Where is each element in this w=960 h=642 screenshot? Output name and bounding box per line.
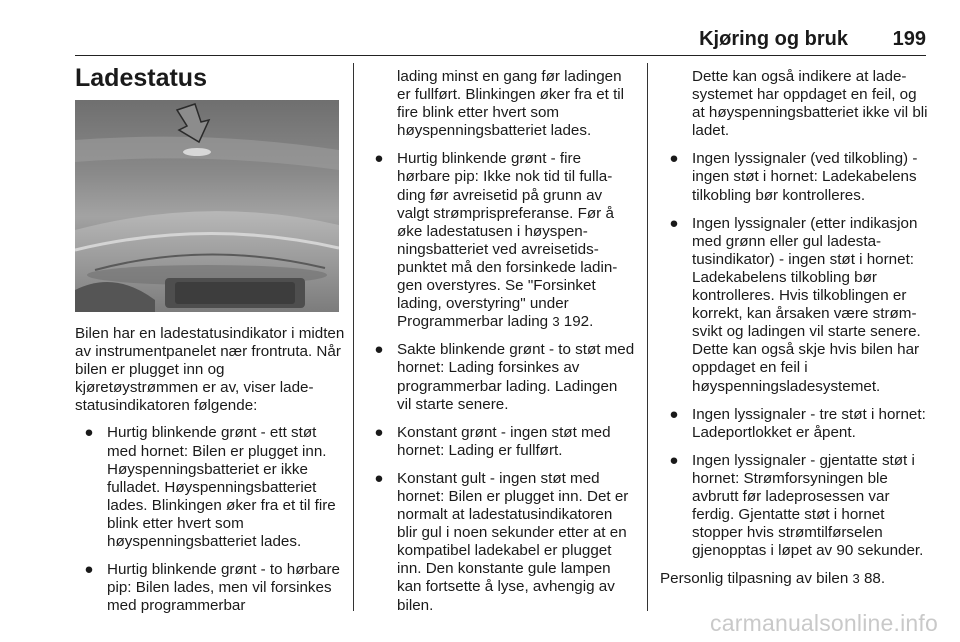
header-rule (75, 55, 926, 56)
page-ref-link[interactable]: 88. (859, 570, 886, 588)
bullet-icon: ● (669, 405, 679, 423)
page-ref-arrow-icon: 3 (852, 571, 860, 587)
list-item: ● Ingen lyssignaler - gjentatte støt i hornet: Strømforsyningen ble avbrutt før ladeprosessen var ferdig. Gjentatte støt i hornet stopper hvis strømtilførselen gjenopptas i løpet av 90 sekunder. (660, 452, 930, 561)
bullet-icon: ● (669, 214, 679, 232)
chapter-title: Kjøring og bruk (699, 28, 848, 50)
column-2 (365, 68, 635, 625)
list-item: ● Sakte blinkende grønt - to støt med hornet: Lading forsinkes av programmerbar lading. Ladingen vil starte senere. (365, 341, 635, 413)
dashboard-photo (75, 100, 339, 312)
bullet-icon: ● (374, 423, 384, 441)
running-header (0, 27, 960, 51)
list-item: ● Konstant gult - ingen støt med hornet: Bilen er plugget inn. Det er normalt at ladestatusindikatoren blir gul i noen sekunder etter at en kompatibel ladekabel er plugget inn. Den konstante gule lampen kan fortsette å lyse, avhengig av bilen. (365, 470, 635, 615)
bullet-icon: ● (374, 341, 384, 359)
list-item: ● Hurtig blinkende grønt - ett støt med hornet: Bilen er plugget inn. Høyspenningsbatteriet er ikke fulladet. Høyspenningsbatteriet lades. Blinkingen øker fra et til fire blink etter hvert som høyspenningsbatteriet lades. (75, 424, 345, 551)
page-number: 199 (892, 28, 926, 50)
column-3 (660, 68, 930, 588)
section-title: Ladestatus (75, 64, 207, 92)
continuation-paragraph: lading minst en gang før ladingen er fullført. Blinkingen øker fra et til fire blink etter hvert som høyspenningsbatteriet lades. (397, 68, 625, 140)
list-item: ● Hurtig blinkende grønt - to hørbare pip: Bilen lades, men vil forsinkes med programmerbar (75, 561, 345, 615)
bullet-list-2 (365, 150, 635, 614)
bullet-icon: ● (374, 150, 384, 168)
page-ref-link[interactable]: 192. (559, 313, 594, 331)
bullet-list-3 (660, 150, 930, 560)
list-item: ● Konstant grønt - ingen støt med hornet: Lading er fullført. (365, 424, 635, 460)
bullet-icon: ● (669, 150, 679, 168)
bullet-icon: ● (84, 424, 94, 442)
cross-reference: Personlig tilpasning av bilen 3 88. (660, 570, 886, 588)
column-divider-2 (647, 63, 648, 611)
column-divider-1 (353, 63, 354, 611)
list-item: ● Ingen lyssignaler - tre støt i hornet: Ladeportlokket er åpent. (660, 406, 930, 442)
list-item: ● Ingen lyssignaler (etter indikasjon med grønn eller gul ladestatusindikator) - ingen støt i hornet: Ladekabelens tilkobling bør kontrolleres. Hvis tilkoblingen er korrekt, kan årsaken være strømsvikt og ladingen vil starte senere. Dette kan også skje hvis bilen har oppdaget en feil i høyspenningsladesystemet. (660, 215, 930, 396)
bullet-icon: ● (669, 451, 679, 469)
column-1 (75, 325, 345, 625)
bullet-icon: ● (374, 469, 384, 487)
watermark: carmanualsonline.info (710, 610, 938, 636)
bullet-icon: ● (84, 561, 94, 579)
continuation-paragraph: Dette kan også indikere at ladesystemet har oppdaget en feil, og at høyspenningsbatteriet ikke vil bli ladet. (692, 68, 928, 140)
intro-paragraph: Bilen har en ladestatusindikator i midten av instrumentpanelet nær frontruta. Når bilen er plugget inn og kjøretøystrømmen er av, viser ladestatusindikatoren følgende: (75, 325, 345, 415)
list-item: ● Ingen lyssignaler (ved tilkobling) - ingen støt i hornet: Ladekabelens tilkobling bør kontrolleres. (660, 150, 930, 204)
list-item: ● Hurtig blinkende grønt - fire hørbare pip: Ikke nok tid til fullading før avreisetid på grunn av valgt strømprispreferanse. Før å øke ladestatusen i høyspenningsbatteriet ved avreisetidspunktet må den forsinkede ladingen overstyres. Se "Forsinket lading, overstyring" under Programmerbar lading 3 192. (365, 150, 635, 331)
page-ref-arrow-icon: 3 (552, 314, 560, 330)
bullet-list-1 (75, 424, 345, 615)
